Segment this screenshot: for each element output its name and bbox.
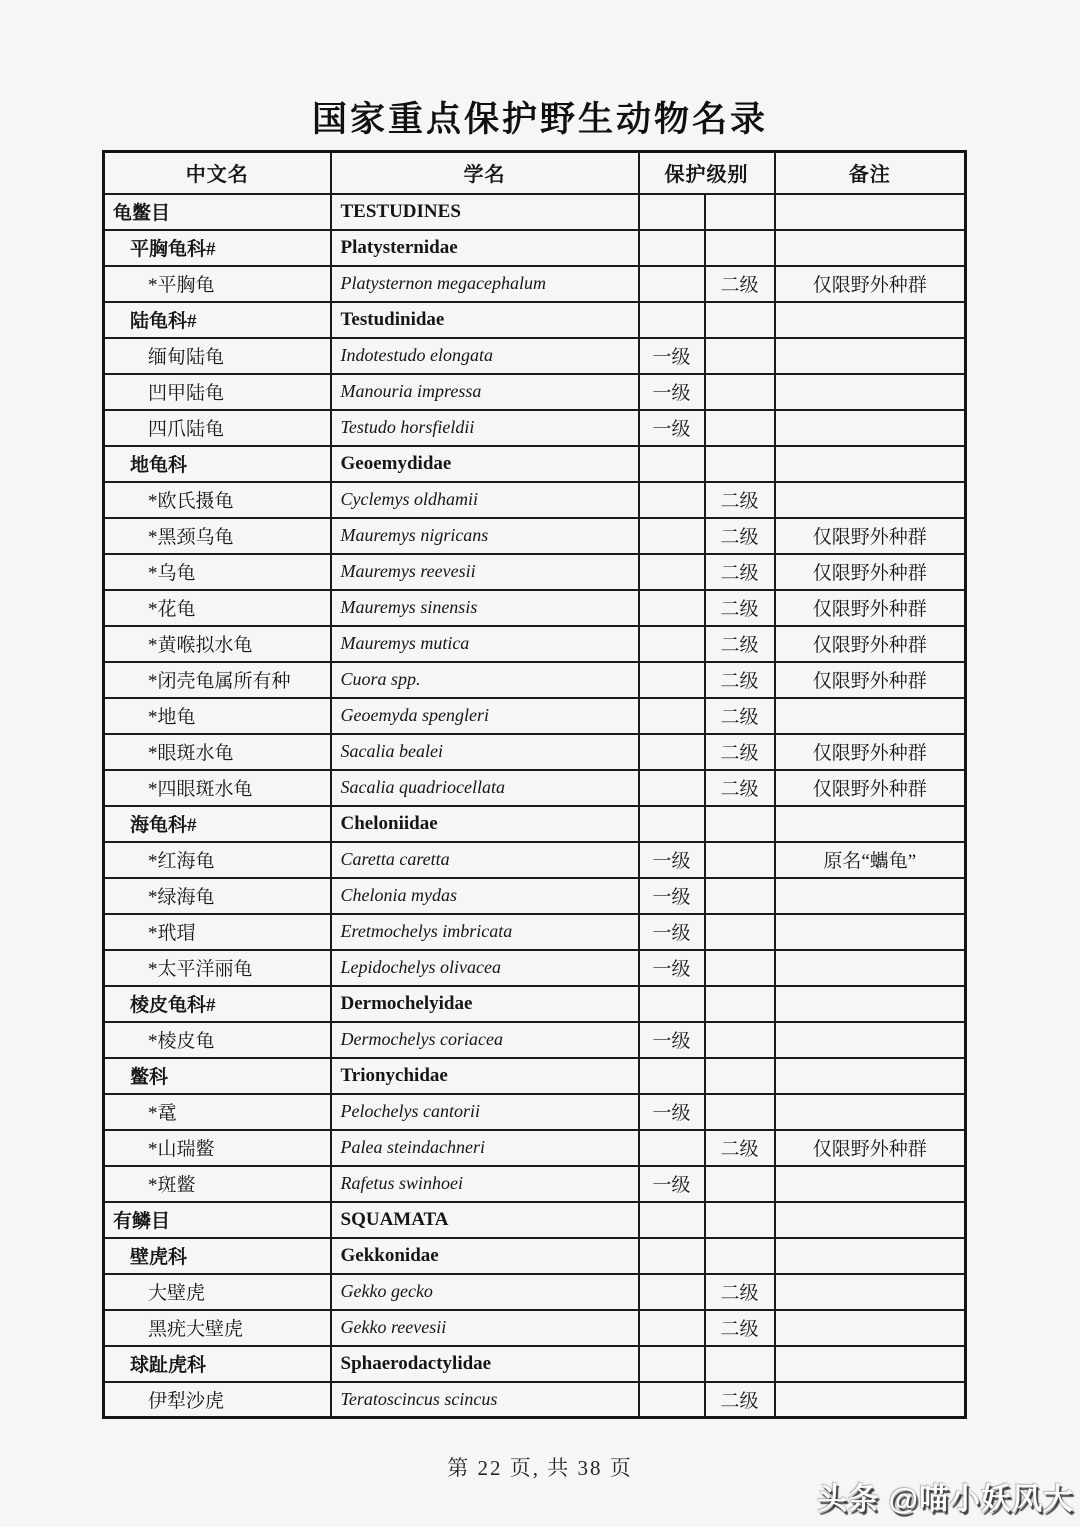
cell-chinese-name: 球趾虎科 (104, 1346, 331, 1382)
cell-scientific-name: Dermochelyidae (331, 986, 639, 1022)
cell-level-one: 一级 (639, 842, 705, 878)
cell-remarks: 仅限野外种群 (775, 590, 966, 626)
cell-chinese-name: 有鳞目 (104, 1202, 331, 1238)
cell-level-two (705, 1346, 775, 1382)
table-row (104, 734, 966, 770)
cell-level-one (639, 662, 705, 698)
cell-chinese-name: *地龟 (104, 698, 331, 734)
cell-level-one (639, 230, 705, 266)
cell-remarks (775, 1202, 966, 1238)
animals-table-body (104, 194, 966, 1418)
table-row (104, 842, 966, 878)
table-row (104, 662, 966, 698)
cell-chinese-name: 海龟科# (104, 806, 331, 842)
cell-remarks (775, 338, 966, 374)
cell-level-two: 二级 (705, 626, 775, 662)
cell-level-two: 二级 (705, 266, 775, 302)
cell-remarks (775, 410, 966, 446)
cell-remarks: 仅限野外种群 (775, 626, 966, 662)
cell-level-two (705, 230, 775, 266)
table-row (104, 266, 966, 302)
cell-chinese-name: *黄喉拟水龟 (104, 626, 331, 662)
cell-chinese-name: 凹甲陆龟 (104, 374, 331, 410)
cell-level-one (639, 986, 705, 1022)
cell-level-one (639, 626, 705, 662)
table-row (104, 950, 966, 986)
cell-chinese-name: 平胸龟科# (104, 230, 331, 266)
table-row (104, 1058, 966, 1094)
cell-scientific-name: Eretmochelys imbricata (331, 914, 639, 950)
table-row (104, 194, 966, 230)
cell-level-two (705, 194, 775, 230)
table-row (104, 338, 966, 374)
cell-chinese-name: 陆龟科# (104, 302, 331, 338)
cell-chinese-name: 地龟科 (104, 446, 331, 482)
cell-chinese-name: 棱皮龟科# (104, 986, 331, 1022)
cell-remarks (775, 1346, 966, 1382)
cell-level-two: 二级 (705, 590, 775, 626)
col-header-remarks: 备注 (775, 152, 966, 194)
cell-chinese-name: *斑鳖 (104, 1166, 331, 1202)
table-row (104, 482, 966, 518)
cell-chinese-name: *闭壳龟属所有种 (104, 662, 331, 698)
col-header-scientific-name: 学名 (331, 152, 639, 194)
cell-chinese-name: *四眼斑水龟 (104, 770, 331, 806)
cell-level-two (705, 806, 775, 842)
cell-chinese-name: *眼斑水龟 (104, 734, 331, 770)
cell-remarks (775, 1274, 966, 1310)
table-row (104, 374, 966, 410)
cell-remarks (775, 302, 966, 338)
cell-level-one: 一级 (639, 950, 705, 986)
cell-scientific-name: Indotestudo elongata (331, 338, 639, 374)
cell-chinese-name: *山瑞鳖 (104, 1130, 331, 1166)
table-row (104, 1202, 966, 1238)
cell-level-one (639, 194, 705, 230)
table-row (104, 1094, 966, 1130)
cell-level-two (705, 1202, 775, 1238)
cell-remarks: 仅限野外种群 (775, 554, 966, 590)
cell-scientific-name: Sacalia quadriocellata (331, 770, 639, 806)
cell-scientific-name: Testudo horsfieldii (331, 410, 639, 446)
cell-level-one: 一级 (639, 1166, 705, 1202)
col-header-chinese-name: 中文名 (104, 152, 331, 194)
cell-chinese-name: *欧氏摄龟 (104, 482, 331, 518)
cell-scientific-name: Sphaerodactylidae (331, 1346, 639, 1382)
cell-scientific-name: Dermochelys coriacea (331, 1022, 639, 1058)
cell-chinese-name: 伊犁沙虎 (104, 1382, 331, 1418)
cell-scientific-name: Geoemydidae (331, 446, 639, 482)
cell-level-one: 一级 (639, 914, 705, 950)
cell-level-one (639, 482, 705, 518)
cell-level-two (705, 302, 775, 338)
cell-level-two (705, 1166, 775, 1202)
cell-level-two (705, 446, 775, 482)
cell-scientific-name: Pelochelys cantorii (331, 1094, 639, 1130)
cell-level-two (705, 1022, 775, 1058)
cell-scientific-name: Lepidochelys olivacea (331, 950, 639, 986)
cell-remarks: 仅限野外种群 (775, 1130, 966, 1166)
cell-remarks: 仅限野外种群 (775, 266, 966, 302)
cell-chinese-name: *平胸龟 (104, 266, 331, 302)
table-row (104, 590, 966, 626)
cell-remarks (775, 914, 966, 950)
cell-level-two (705, 338, 775, 374)
cell-remarks (775, 374, 966, 410)
table-row (104, 554, 966, 590)
cell-level-one (639, 806, 705, 842)
cell-level-one: 一级 (639, 878, 705, 914)
cell-level-one: 一级 (639, 1094, 705, 1130)
cell-scientific-name: Gekko reevesii (331, 1310, 639, 1346)
cell-remarks (775, 230, 966, 266)
table-row (104, 410, 966, 446)
cell-scientific-name: Manouria impressa (331, 374, 639, 410)
cell-scientific-name: Caretta caretta (331, 842, 639, 878)
cell-chinese-name: 龟鳖目 (104, 194, 331, 230)
table-row (104, 770, 966, 806)
table-row (104, 1238, 966, 1274)
cell-chinese-name: *红海龟 (104, 842, 331, 878)
cell-chinese-name: *鼋 (104, 1094, 331, 1130)
cell-remarks (775, 1238, 966, 1274)
cell-level-one (639, 698, 705, 734)
cell-chinese-name: *玳瑁 (104, 914, 331, 950)
cell-level-two: 二级 (705, 770, 775, 806)
cell-scientific-name: Cyclemys oldhamii (331, 482, 639, 518)
cell-level-one (639, 1274, 705, 1310)
table-row (104, 446, 966, 482)
cell-level-two: 二级 (705, 1274, 775, 1310)
col-header-protection-level: 保护级别 (639, 152, 775, 194)
cell-level-one: 一级 (639, 1022, 705, 1058)
table-row (104, 230, 966, 266)
cell-level-one: 一级 (639, 410, 705, 446)
watermark: 头条 @喵小妖风大 (817, 1483, 1074, 1516)
cell-chinese-name: 鳖科 (104, 1058, 331, 1094)
cell-level-one: 一级 (639, 374, 705, 410)
cell-remarks (775, 1166, 966, 1202)
cell-level-two: 二级 (705, 734, 775, 770)
cell-remarks: 仅限野外种群 (775, 734, 966, 770)
cell-chinese-name: 缅甸陆龟 (104, 338, 331, 374)
cell-chinese-name: *花龟 (104, 590, 331, 626)
table-row (104, 1022, 966, 1058)
cell-remarks (775, 1094, 966, 1130)
cell-level-one (639, 590, 705, 626)
cell-remarks (775, 878, 966, 914)
cell-scientific-name: Platysternidae (331, 230, 639, 266)
cell-remarks (775, 950, 966, 986)
table-row (104, 1346, 966, 1382)
cell-level-one (639, 1202, 705, 1238)
cell-remarks (775, 446, 966, 482)
cell-level-one (639, 1310, 705, 1346)
cell-remarks: 仅限野外种群 (775, 770, 966, 806)
cell-level-two: 二级 (705, 1310, 775, 1346)
table-row (104, 878, 966, 914)
cell-remarks (775, 698, 966, 734)
table-row (104, 1274, 966, 1310)
cell-level-one (639, 770, 705, 806)
page-number: 第 22 页, 共 38 页 (447, 1456, 633, 1480)
cell-level-two (705, 410, 775, 446)
cell-chinese-name: 壁虎科 (104, 1238, 331, 1274)
cell-scientific-name: TESTUDINES (331, 194, 639, 230)
cell-level-one (639, 1382, 705, 1418)
cell-level-two: 二级 (705, 698, 775, 734)
cell-remarks: 原名“蠵龟” (775, 842, 966, 878)
header-row (104, 152, 966, 194)
cell-level-two (705, 986, 775, 1022)
table-row (104, 986, 966, 1022)
cell-scientific-name: Chelonia mydas (331, 878, 639, 914)
table-row (104, 1382, 966, 1418)
cell-level-one (639, 734, 705, 770)
cell-chinese-name: *太平洋丽龟 (104, 950, 331, 986)
cell-level-one (639, 266, 705, 302)
page-title: 国家重点保护野生动物名录 (311, 100, 768, 139)
cell-level-one (639, 302, 705, 338)
cell-level-two (705, 1094, 775, 1130)
cell-level-two (705, 1058, 775, 1094)
table-row (104, 1310, 966, 1346)
cell-scientific-name: Cheloniidae (331, 806, 639, 842)
cell-chinese-name: 黑疣大壁虎 (104, 1310, 331, 1346)
cell-scientific-name: Geoemyda spengleri (331, 698, 639, 734)
cell-remarks (775, 482, 966, 518)
cell-scientific-name: Sacalia bealei (331, 734, 639, 770)
table-row (104, 806, 966, 842)
cell-chinese-name: 大壁虎 (104, 1274, 331, 1310)
table-row (104, 302, 966, 338)
cell-level-two (705, 1238, 775, 1274)
cell-remarks: 仅限野外种群 (775, 662, 966, 698)
cell-level-two: 二级 (705, 518, 775, 554)
table-row (104, 914, 966, 950)
cell-scientific-name: Teratoscincus scincus (331, 1382, 639, 1418)
cell-level-two: 二级 (705, 662, 775, 698)
cell-scientific-name: Platysternon megacephalum (331, 266, 639, 302)
cell-remarks (775, 1058, 966, 1094)
protected-animals-table (102, 150, 967, 1419)
table-row (104, 1130, 966, 1166)
cell-chinese-name: 四爪陆龟 (104, 410, 331, 446)
cell-scientific-name: Mauremys mutica (331, 626, 639, 662)
cell-scientific-name: Gekkonidae (331, 1238, 639, 1274)
cell-scientific-name: Mauremys nigricans (331, 518, 639, 554)
cell-level-one (639, 1238, 705, 1274)
cell-scientific-name: Palea steindachneri (331, 1130, 639, 1166)
cell-remarks (775, 1022, 966, 1058)
cell-remarks (775, 194, 966, 230)
cell-level-one (639, 1130, 705, 1166)
cell-level-one (639, 518, 705, 554)
cell-scientific-name: Mauremys reevesii (331, 554, 639, 590)
cell-scientific-name: Testudinidae (331, 302, 639, 338)
cell-scientific-name: Gekko gecko (331, 1274, 639, 1310)
cell-scientific-name: Cuora spp. (331, 662, 639, 698)
cell-remarks (775, 806, 966, 842)
cell-level-one (639, 446, 705, 482)
cell-remarks (775, 986, 966, 1022)
cell-level-two: 二级 (705, 1130, 775, 1166)
cell-scientific-name: Rafetus swinhoei (331, 1166, 639, 1202)
cell-level-two: 二级 (705, 554, 775, 590)
cell-level-two (705, 878, 775, 914)
cell-level-two (705, 950, 775, 986)
cell-level-two (705, 842, 775, 878)
cell-level-one (639, 1346, 705, 1382)
cell-chinese-name: *黑颈乌龟 (104, 518, 331, 554)
cell-scientific-name: Mauremys sinensis (331, 590, 639, 626)
cell-remarks: 仅限野外种群 (775, 518, 966, 554)
cell-level-two: 二级 (705, 482, 775, 518)
cell-chinese-name: *棱皮龟 (104, 1022, 331, 1058)
cell-level-two (705, 374, 775, 410)
table-row (104, 518, 966, 554)
table-row (104, 1166, 966, 1202)
cell-chinese-name: *绿海龟 (104, 878, 331, 914)
table-row (104, 626, 966, 662)
cell-level-one (639, 1058, 705, 1094)
cell-chinese-name: *乌龟 (104, 554, 331, 590)
table-row (104, 698, 966, 734)
cell-scientific-name: SQUAMATA (331, 1202, 639, 1238)
cell-level-one (639, 554, 705, 590)
cell-level-one: 一级 (639, 338, 705, 374)
table-header (104, 152, 966, 194)
cell-level-two (705, 914, 775, 950)
cell-remarks (775, 1310, 966, 1346)
cell-remarks (775, 1382, 966, 1418)
cell-level-two: 二级 (705, 1382, 775, 1418)
cell-scientific-name: Trionychidae (331, 1058, 639, 1094)
